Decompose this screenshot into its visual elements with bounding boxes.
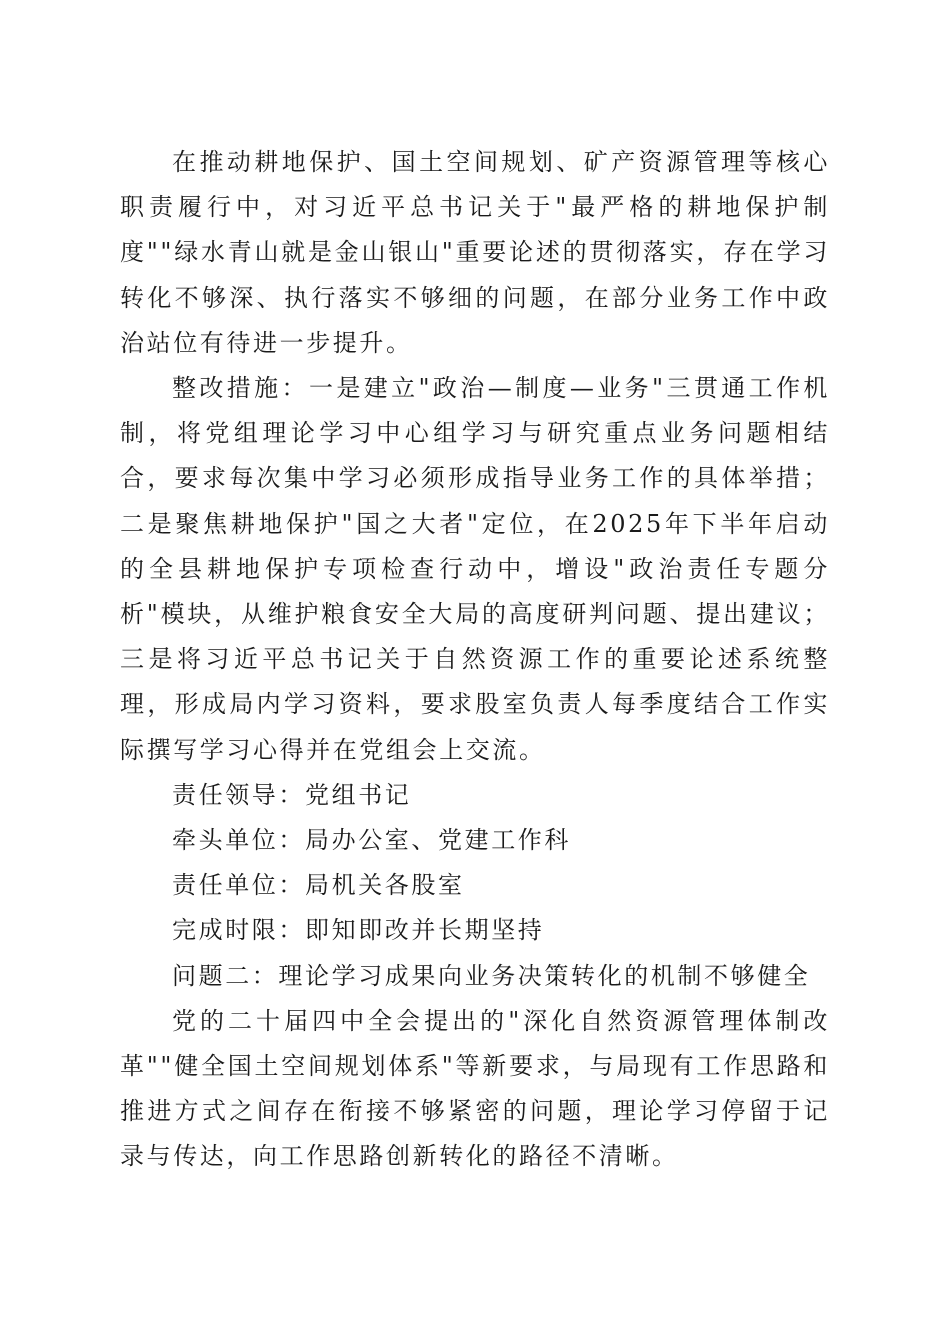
responsible-unit-line: 责任单位：局机关各股室: [172, 871, 465, 900]
responsible-leader-line: 责任领导：党组书记: [172, 780, 412, 809]
issue-2-description-paragraph: 党的二十届四中全会提出的"深化自然资源管理体制改革""健全国土空间规划体系"等新要求，与局现有工作思路和推进方式之间存在衔接不够紧密的问题，理论学习停留于记录与传达，向工作思路创新转化的路径不清晰。: [120, 1006, 830, 1171]
lead-unit-line: 牵头单位：局办公室、党建工作科: [172, 826, 571, 855]
problem-description-paragraph: 在推动耕地保护、国土空间规划、矿产资源管理等核心职责履行中，对习近平总书记关于"最严格的耕地保护制度""绿水青山就是金山银山"重要论述的贯彻落实，存在学习转化不够深、执行落实不够细的问题，在部分业务工作中政治站位有待进一步提升。: [120, 148, 830, 357]
document-body: [120, 140, 830, 1180]
deadline-line: 完成时限：即知即改并长期坚持: [172, 916, 545, 945]
issue-2-heading: 问题二：理论学习成果向业务决策转化的机制不够健全: [172, 961, 811, 990]
rectification-measures-paragraph: 整改措施：一是建立"政治—制度—业务"三贯通工作机制，将党组理论学习中心组学习与研究重点业务问题相结合，要求每次集中学习必须形成指导业务工作的具体举措；二是聚焦耕地保护"国之大者"定位，在2025年下半年启动的全县耕地保护专项检查行动中，增设"政治责任专题分析"模块，从维护粮食安全大局的高度研判问题、提出建议；三是将习近平总书记关于自然资源工作的重要论述系统整理，形成局内学习资料，要求股室负责人每季度结合工作实际撰写学习心得并在党组会上交流。: [120, 374, 830, 764]
